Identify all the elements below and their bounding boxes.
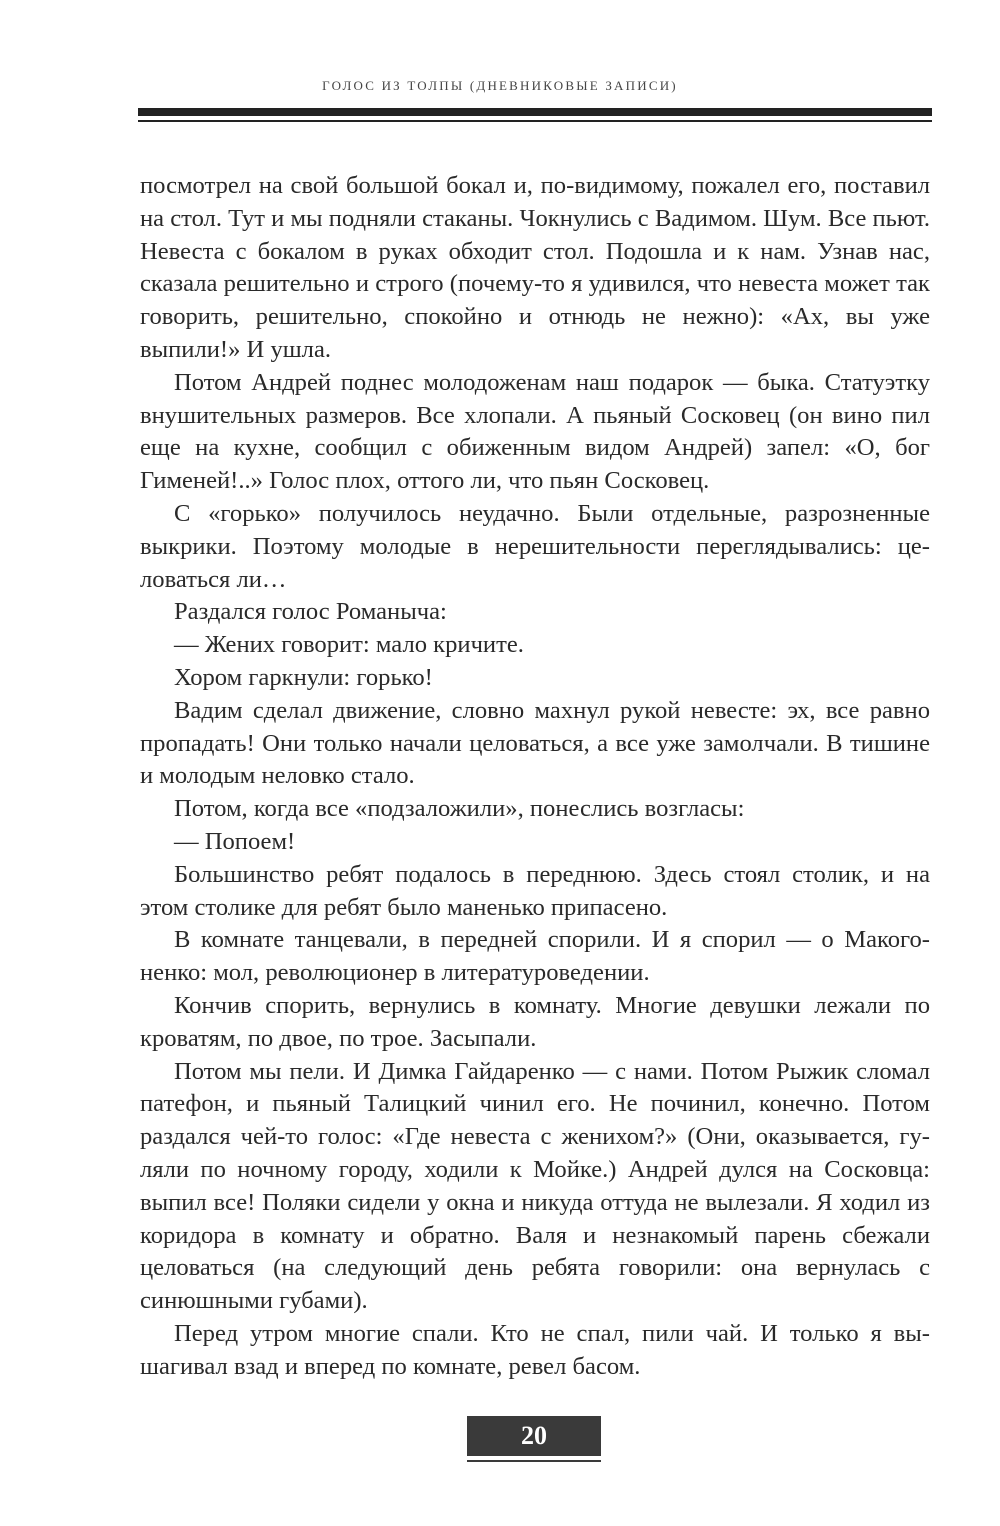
paragraph: Перед утром многие спали. Кто не спал, пили чай. И только я вышагивал взад и вперед по комнате, ревел басом. <box>140 1319 930 1380</box>
paragraph: Вадим сделал движение, словно махнул рукой невесте: эх, все равно пропадать! Они только начали целоваться, а все уже замолчали. В тишине и молодым неловко стало. <box>140 696 930 790</box>
paragraph: Потом мы пели. И Димка Гайдаренко — с нами. Потом Рыжик сломал патефон, и пьяный Талицкий чинил его. Не починил, конечно. Потом раздался чей-то голос: «Где невеста с женихом?» (Они, оказывается, гуляли по ночному городу, ходили к Мойке.) Андрей дулся на Сосковца: выпил все! Поляки сидели у окна и никуда оттуда не вылезали. Я ходил из коридора в комнату и обратно. Валя и незнакомый парень сбежали целоваться (на следующий день ребята говорили: она вернулась с синюшными губами). <box>140 1057 930 1315</box>
header-rule-thick <box>138 108 932 116</box>
paragraph: С «горько» получилось неудачно. Были отдельные, разрозненные выкрики. Поэтому молодые в нерешительности переглядывались: целоваться ли… <box>140 499 930 593</box>
running-head-title: ГОЛОС ИЗ ТОЛПЫ (ДНЕВНИКОВЫЕ ЗАПИСИ) <box>322 78 678 93</box>
paragraph: Кончив спорить, вернулись в комнату. Многие девушки лежали по кроватям, по двое, по трое. Засыпали. <box>140 991 930 1052</box>
page-number-rule <box>467 1460 601 1462</box>
paragraph: Хором гаркнули: горько! <box>174 663 433 691</box>
header-rule-thin <box>138 120 932 122</box>
paragraph: Потом Андрей поднес молодоженам наш подарок — быка. Статуэтку внушительных размеров. Все хлопали. А пьяный Сосковец (он вино пил еще на кухне, сообщил с обиженным видом Андрей) запел: «О, бог Гименей!..» Голос плох, оттого ли, что пьян Сосковец. <box>140 368 930 495</box>
paragraph: — Попоем! <box>174 827 296 855</box>
page-number: 20 <box>467 1416 601 1456</box>
body-text <box>140 170 930 1383</box>
paragraph: Потом, когда все «подзаложили», понеслись возгласы: <box>174 795 745 823</box>
paragraph: Раздался голос Романыча: <box>174 598 447 626</box>
paragraph: — Жених говорит: мало кричите. <box>174 631 524 659</box>
paragraph: Большинство ребят подалось в переднюю. Здесь стоял столик, и на этом столике для ребят было маненько припасено. <box>140 860 930 921</box>
paragraph: В комнате танцевали, в передней спорили. И я спорил — о Макогоненко: мол, революционер в литературоведении. <box>140 926 930 987</box>
paragraph: посмотрел на свой большой бокал и, по-видимому, пожалел его, поставил на стол. Тут и мы подняли стаканы. Чокнулись с Вадимом. Шум. Все пьют. Невеста с бокалом в руках обходит стол. Подошла и к нам. Узнав нас, сказала решительно и строго (почему-то я удивился, что невеста может так говорить, решительно, спокойно и отнюдь не нежно): «Ах, вы уже выпили!» И ушла. <box>140 172 930 363</box>
